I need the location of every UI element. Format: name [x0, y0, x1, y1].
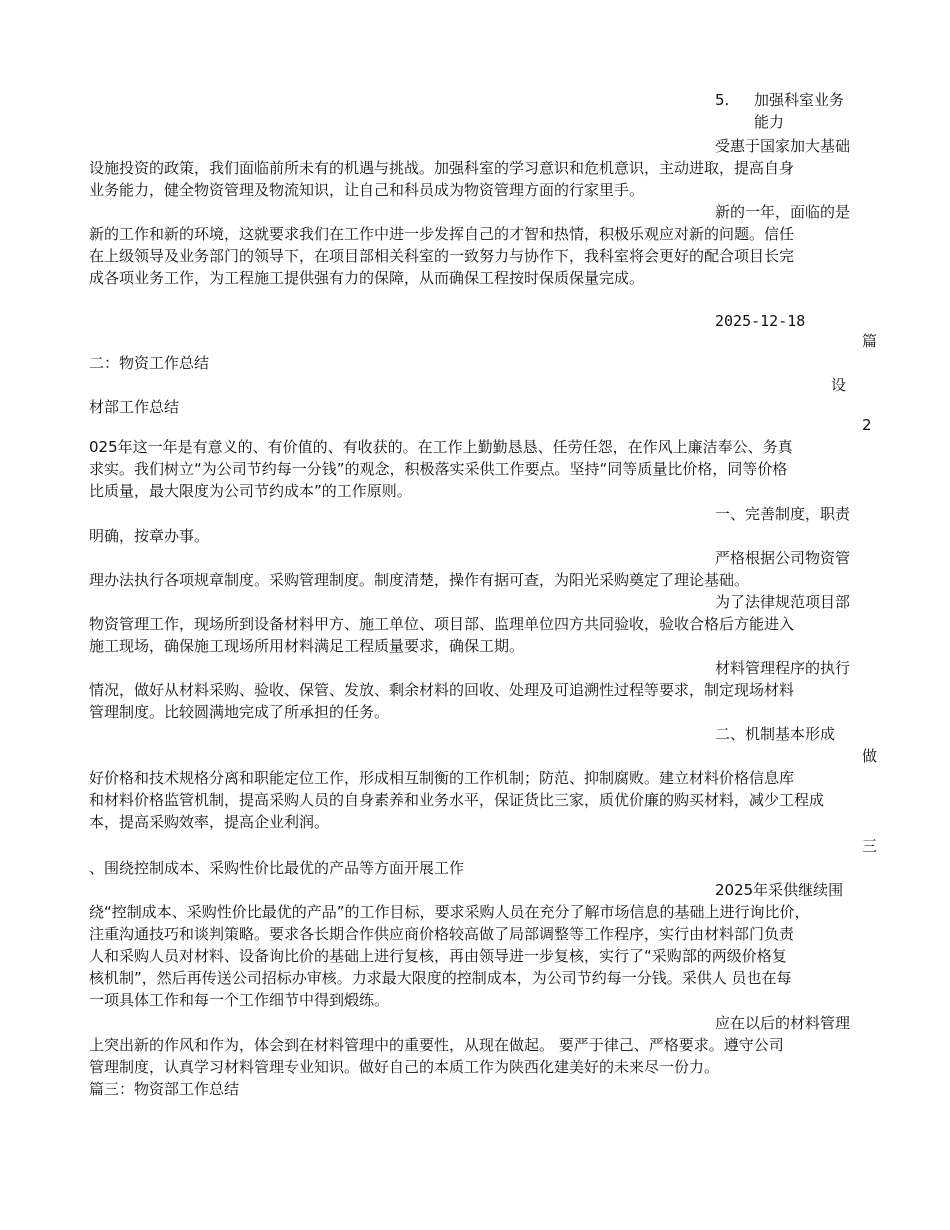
paragraph-line: 管理制度，认真学习材料管理专业知识。做好自己的本质工作为陕西化建美好的未来尽一份力。: [89, 1058, 720, 1076]
paragraph-line: 成各项业务工作，为工程施工提供强有力的保障，从而确保工程按时保质保量完成。: [89, 269, 645, 287]
paragraph-start: 材料管理程序的执行: [715, 659, 851, 677]
paragraph-line: 绕“控制成本、采购性价比最优的产品”的工作目标，要求采购人员在充分了解市场信息的基础上进行询比价，: [89, 903, 810, 921]
paragraph-line: 比质量，最大限度为公司节约成本”的工作原则。: [89, 482, 412, 500]
paragraph-line: 在上级领导及业务部门的领导下，在项目部相关科室的一致努力与协作下，我科室将会更好的配合项目长完: [89, 247, 795, 265]
paragraph-line: 物资管理工作，现场所到设备材料甲方、施工单位、项目部、监理单位四方共同验收，验收合格后方能进入: [89, 615, 795, 633]
heading-3-mark: 三: [862, 837, 878, 855]
document-date: 2025-12-18: [715, 312, 806, 330]
paragraph-line: 注重沟通技巧和谈判策略。要求各长期合作供应商价格较高做了局部调整等工作程序，实行由材料部门负责: [89, 925, 795, 943]
paragraph-start: 新的一年，面临的是: [715, 203, 851, 221]
section-number: 5.: [715, 91, 730, 109]
paragraph-line: 好价格和技术规格分离和职能定位工作，形成相互制衡的工作机制；防范、抑制腐败。建立材料价格信息库: [89, 769, 795, 787]
paragraph-start: 严格根据公司物资管: [715, 549, 851, 567]
paragraph-line: 人和采购人员对材料、设备询比价的基础上进行复核，再由领导进一步复核，实行了“采购部的两级价格复: [89, 947, 787, 965]
heading-1-cont: 明确，按章办事。: [89, 527, 210, 545]
paragraph-start: 为了法律规范项目部: [715, 593, 851, 611]
paragraph-line: 求实。我们树立“为公司节约每一分钱”的观念，积极落实采供工作要点。坚持“同等质量比价格，同等价格: [89, 460, 788, 478]
paragraph-line: 理办法执行各项规章制度。采购管理制度。制度清楚，操作有据可查，为阳光采购奠定了理论基础。: [89, 571, 750, 589]
paragraph-line: 一项具体工作和每一个工作细节中得到煅练。: [89, 991, 390, 1009]
paragraph-start: 受惠于国家加大基础: [715, 137, 851, 155]
subtitle: 材部工作总结: [89, 398, 180, 416]
paragraph-start: 2025年采供继续围: [715, 881, 844, 899]
section-title-line2: 能力: [754, 113, 785, 131]
paragraph-line: 业务能力，健全物资管理及物流知识，让自己和科员成为物资管理方面的行家里手。: [89, 181, 645, 199]
article-mark: 篇: [862, 332, 878, 350]
paragraph-line: 核机制”，然后再传送公司招标办审核。力求最大限度的控制成本，为公司节约每一分钱。采供人 员也在每: [89, 969, 792, 987]
paragraph-line: 情况，做好从材料采购、验收、保管、发放、剩余材料的回收、处理及可追溯性过程等要求，制定现场材料: [89, 681, 795, 699]
paragraph-line: 管理制度。比较圆满地完成了所承担的任务。: [89, 703, 390, 721]
subtitle-mark: 设: [831, 376, 847, 394]
year-digit: 2: [862, 416, 872, 434]
paragraph-line: 施工现场，确保施工现场所用材料满足工程质量要求，确保工期。: [89, 637, 525, 655]
paragraph-line: 和材料价格监管机制，提高采购人员的自身素养和业务水平，保证货比三家，质优价廉的购买材料，减少工程成: [89, 791, 825, 809]
paragraph-line: 新的工作和新的环境，这就要求我们在工作中进一步发挥自己的才智和热情，积极乐观应对新的问题。信任: [89, 225, 795, 243]
paragraph-line: 本，提高采购效率，提高企业利润。: [89, 813, 330, 831]
article-title: 二：物资工作总结: [89, 354, 210, 372]
paragraph-line: 上突出新的作风和作为，体会到在材料管理中的重要性，从现在做起。 要严于律己、严格要求。遵守公司: [89, 1036, 784, 1054]
paragraph-line: 设施投资的政策，我们面临前所未有的机遇与挑战。加强科室的学习意识和危机意识，主动进取，提高自身: [89, 159, 795, 177]
heading-2: 二、机制基本形成: [715, 725, 836, 743]
paragraph-mark: 做: [862, 747, 878, 765]
section-title-line1: 加强科室业务: [754, 91, 845, 109]
heading-1: 一、完善制度，职责: [715, 505, 851, 523]
paragraph-start: 应在以后的材料管理: [715, 1014, 851, 1032]
paragraph-line: 025年这一年是有意义的、有价值的、有收获的。在工作上勤勤恳恳、任劳任怨，在作风上廉洁奉公、务真: [89, 438, 793, 456]
article-3-title: 篇三：物资部工作总结: [89, 1080, 240, 1098]
heading-3: 、围绕控制成本、采购性价比最优的产品等方面开展工作: [89, 859, 465, 877]
